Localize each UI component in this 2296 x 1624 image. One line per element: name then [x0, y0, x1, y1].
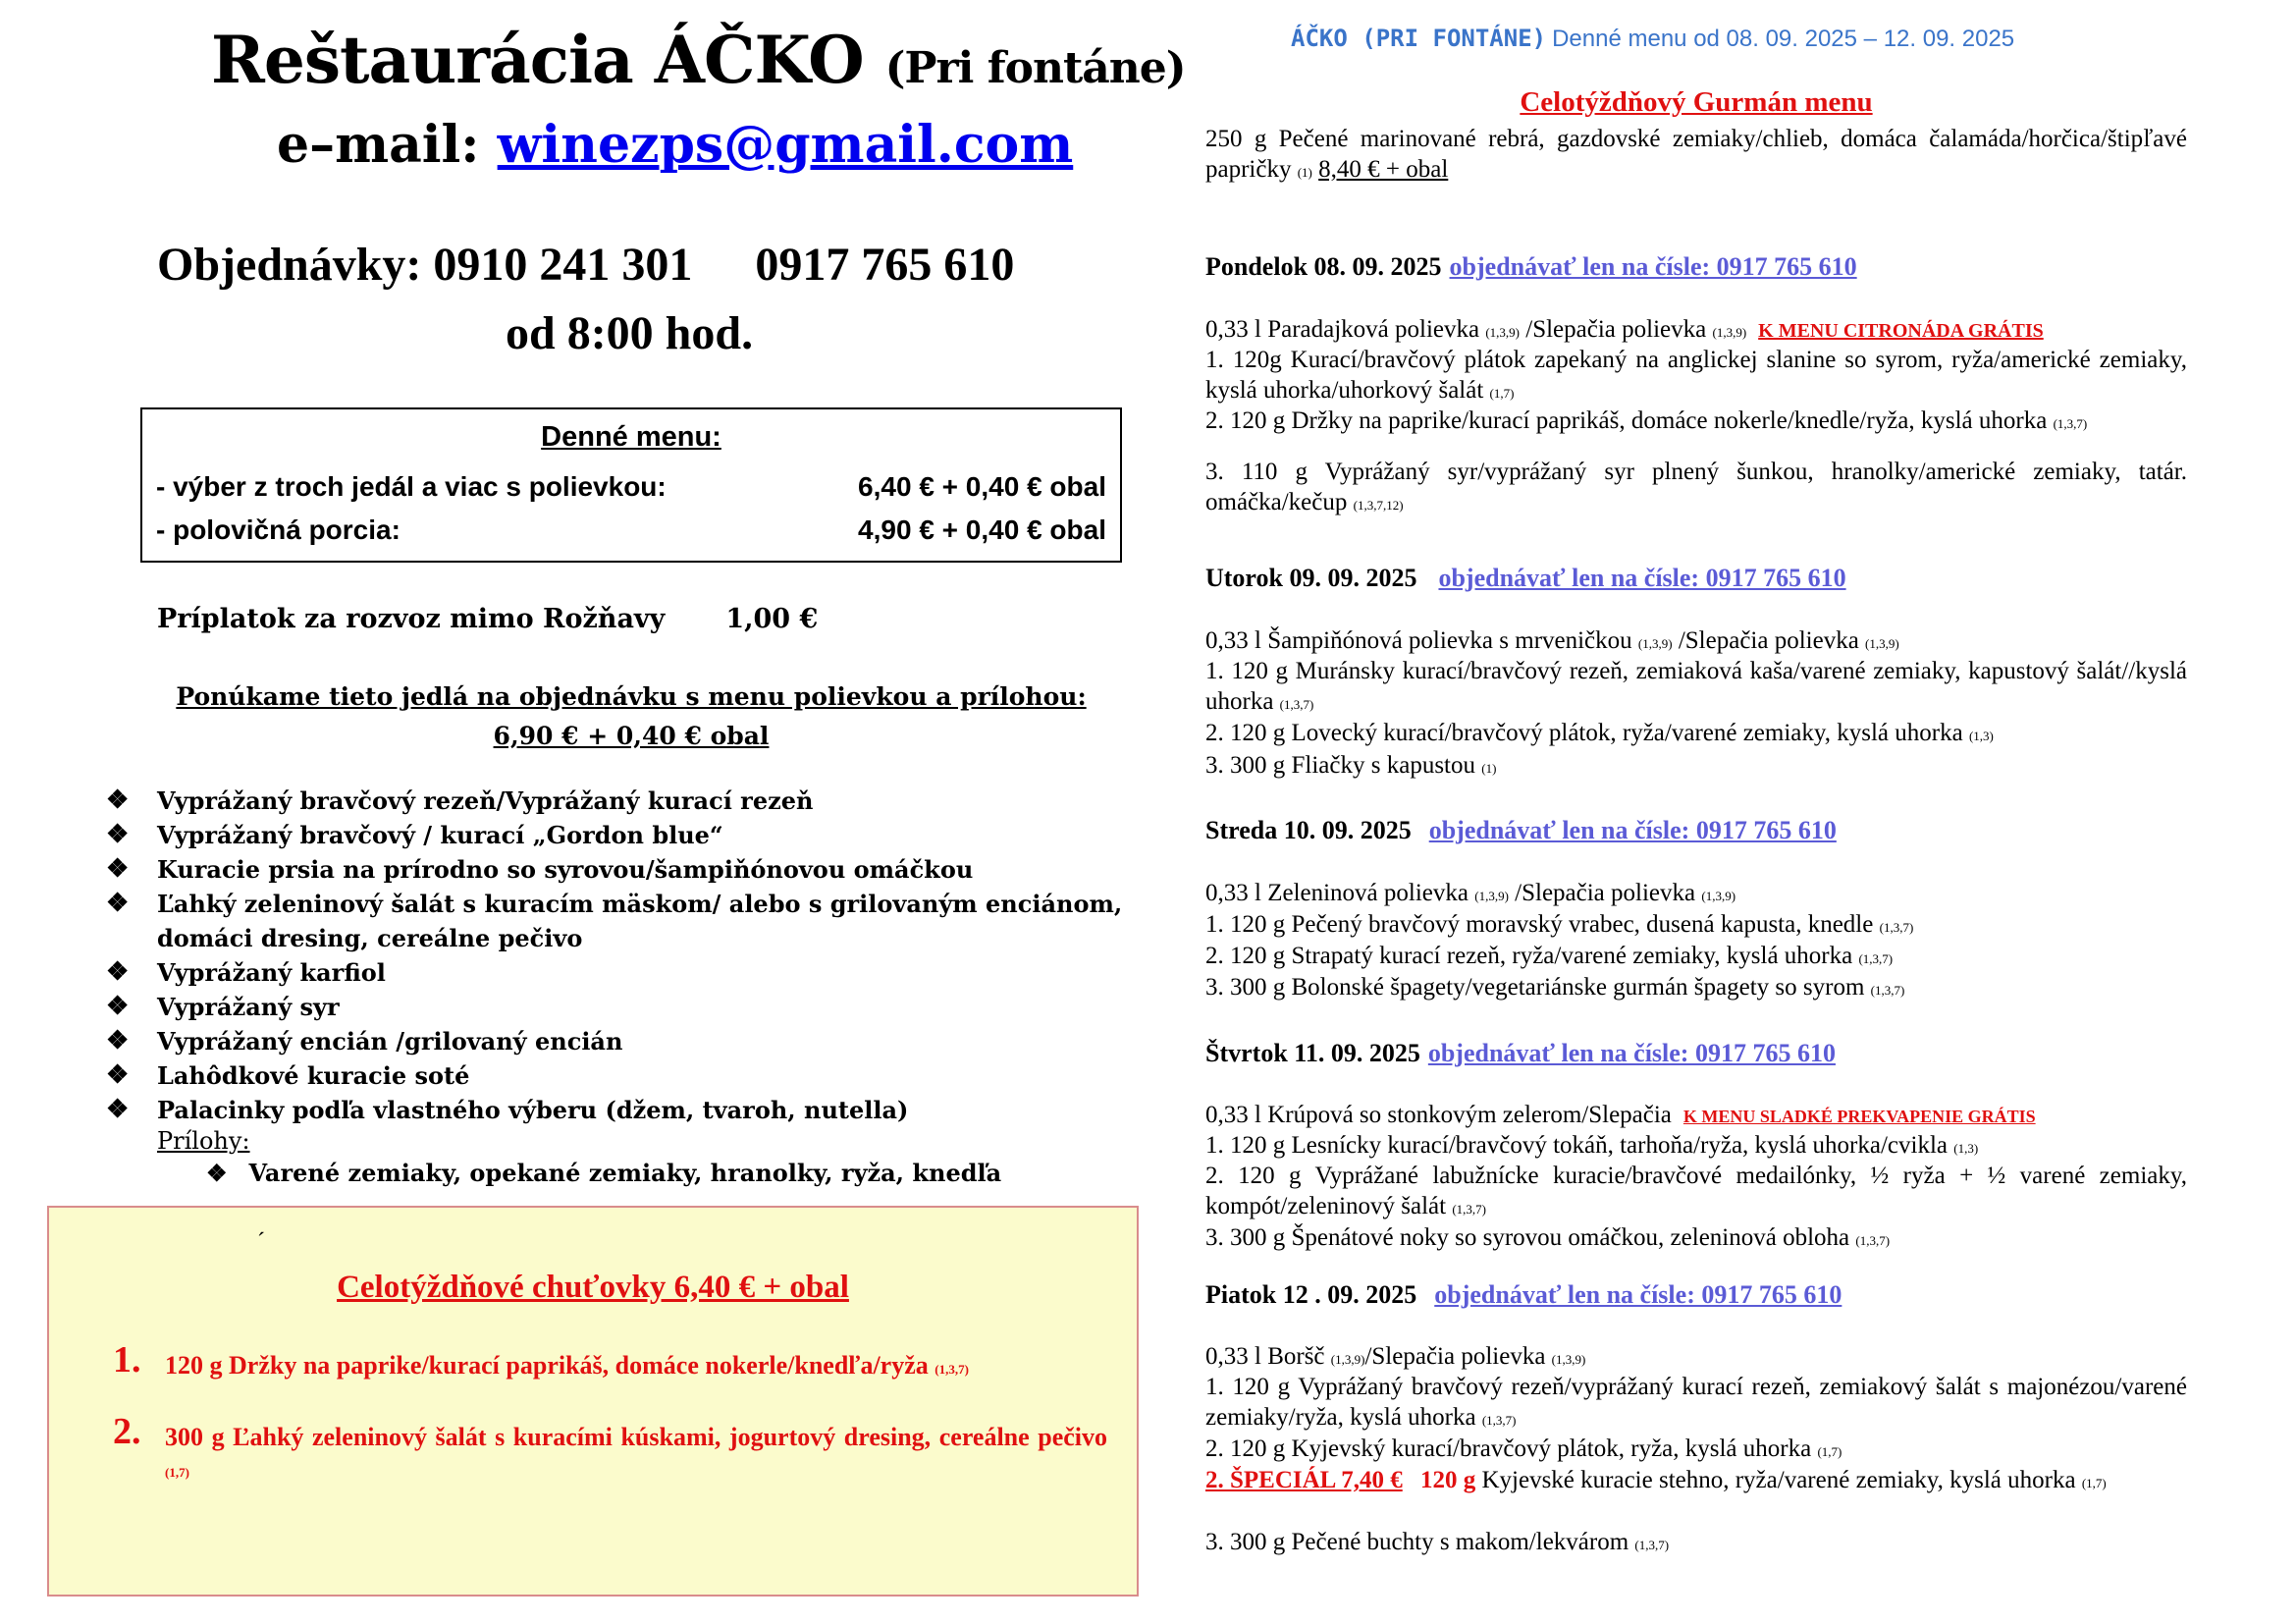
item-text: 2. 120 g Vyprážané labužnícke kuracie/bravčové medailónky, ½ ryža + ½ varené zemiaky, kompót/zeleninový šalát [1205, 1163, 2187, 1219]
menu-item [1205, 1434, 2187, 1467]
bullet-icon: ❖ [106, 889, 130, 918]
item-text: 3. 300 g Bolonské špagety/vegetariánske gurmán špagety so syrom [1205, 974, 1865, 1001]
day-heading-thursday [1205, 1038, 2187, 1068]
soup-text: 0,33 l Krúpová so stonkovým zelerom/Slepačia [1205, 1102, 1672, 1128]
menu-item [1205, 1130, 2187, 1164]
day-name: Piatok 12 . 09. 2025 [1205, 1280, 1417, 1309]
sides-label: Prílohy: [157, 1127, 250, 1155]
allergens: (1,3,9) [1712, 325, 1747, 340]
day-heading-wednesday [1205, 815, 2187, 845]
header-name: ÁČKO (PRI FONTÁNE) [1291, 25, 1547, 52]
item-text: 2. 120 g Držky na paprike/kurací paprikáš, domáce nokerle/knedle/ryža, kyslá uhorka [1205, 407, 2048, 434]
allergens: (1,3,7) [1481, 1413, 1517, 1428]
item-text: 3. 300 g Fliačky s kapustou [1205, 752, 1475, 779]
allergens: (1,7) [1817, 1444, 1842, 1459]
menu-item [1205, 1161, 2187, 1224]
menu-price-row [142, 471, 1120, 503]
item-text-wrap [116, 1350, 1107, 1385]
allergens: (1,3,7) [1855, 1233, 1891, 1248]
gourmet-heading: Celotýždňový Gurmán menu [1520, 86, 1873, 118]
item-text: 1. 120g Kurací/bravčový plátok zapekaný na anglickej slanine so syrom, ryža/americké zemiaky, kyslá uhorka/uhorkový šalát [1205, 347, 2187, 404]
special-weight: 120 g [1419, 1467, 1476, 1493]
item-text: 3. 110 g Vyprážaný syr/vyprážaný syr plnený šunkou, hranolky/americké zemiaky, tatár. omáčka/kečup [1205, 459, 2187, 515]
weekly-special-item [113, 1339, 1107, 1385]
soup-text: 0,33 l Boršč [1205, 1343, 1325, 1370]
menu-item [1205, 457, 2187, 520]
soup-text-2: /Slepačia polievka [1678, 627, 1859, 654]
email-label: e–mail: [277, 115, 480, 175]
bullet-icon: ❖ [106, 1095, 130, 1124]
allergens: (1,3) [1953, 1141, 1979, 1156]
item-text: 1. 120 g Pečený bravčový moravský vrabec, dusená kapusta, knedle [1205, 911, 1874, 938]
allergens: (1,7) [165, 1465, 189, 1480]
half-portion-price: 4,90 € + 0,40 € obal [858, 514, 1106, 545]
item-text: 1. 120 g Lesnícky kurací/bravčový tokáň, tarhoňa/ryža, kyslá uhorka/cvikla [1205, 1132, 1949, 1159]
orders-from: od 8:00 hod. [506, 307, 754, 359]
allergens: (1,3,7,12) [1353, 498, 1404, 513]
gourmet-item [1205, 124, 2187, 188]
allergens: (1,3,7) [934, 1362, 969, 1377]
soup-line [1205, 1341, 2187, 1375]
daily-menu-heading: Denné menu: [541, 421, 721, 453]
menu-row-price: 6,40 € + 0,40 € obal [858, 471, 1106, 502]
bullet-icon: ❖ [106, 1026, 130, 1056]
dish-text: Vyprážaný bravčový / kurací „Gordon blue“ [157, 821, 723, 849]
title-subtitle: (Pri fontáne) [884, 43, 1186, 93]
weekly-specials-box [47, 1206, 1139, 1597]
allergens: (1,3,9) [1701, 889, 1736, 903]
allergens: (1,3,9) [1330, 1352, 1365, 1367]
sides-text: Varené zemiaky, opekané zemiaky, hranolky, ryža, knedľa [248, 1159, 1002, 1187]
email-link[interactable]: winezps@gmail.com [497, 115, 1074, 175]
item-number: 2. [113, 1411, 141, 1452]
menu-item [1205, 909, 2187, 943]
item-text: 1. 120 g Muránsky kurací/bravčový rezeň, zemiaková kaša/varené zemiaky, kapustový šalát//kyslá uhorka [1205, 658, 2187, 715]
weekly-special-item [113, 1411, 1107, 1489]
offer-price: 6,90 € + 0,40 € obal [493, 722, 770, 750]
promo-badge: K MENU SLADKÉ PREKVAPENIE GRÁTIS [1682, 1107, 2036, 1126]
special-text: Kyjevské kuracie stehno, ryža/varené zemiaky, kyslá uhorka [1481, 1467, 2076, 1493]
list-item [106, 1093, 1127, 1127]
bullet-icon: ❖ [106, 854, 130, 884]
offer-text: Ponúkame tieto jedlá na objednávku s menu polievkou a prílohou: [176, 682, 1087, 711]
dish-text: Vyprážaný encián /grilovaný encián [157, 1027, 623, 1056]
soup-line [1205, 878, 2187, 911]
allergens: (1,3,9) [1551, 1352, 1586, 1367]
soup-text: 0,33 l Paradajková polievka [1205, 316, 1480, 343]
day-name: Streda 10. 09. 2025 [1205, 816, 1412, 844]
allergens: (1,3,9) [1485, 325, 1521, 340]
allergens: (1,3,7) [1452, 1202, 1487, 1217]
phone-1: 0910 241 301 [433, 239, 693, 291]
menu-item [1205, 1372, 2187, 1435]
allergens: (1,3,7) [1279, 697, 1314, 712]
day-name: Pondelok 08. 09. 2025 [1205, 252, 1442, 281]
day-heading-tuesday [1205, 563, 2187, 593]
order-link[interactable]: objednávať len na čísle: 0917 765 610 [1434, 1280, 1842, 1309]
item-text: 3. 300 g Pečené buchty s makom/lekvárom [1205, 1529, 1629, 1555]
soup-line [1205, 1100, 2187, 1132]
dish-text: Ľahký zeleninový šalát s kuracím mäskom/ alebo s grilovaným enciánom, domáci dresing, cereálne pečivo [157, 890, 1123, 952]
header-dates: Denné menu od 08. 09. 2025 – 12. 09. 2025 [1552, 26, 2015, 52]
special-label: 2. ŠPECIÁL 7,40 € [1205, 1467, 1403, 1493]
list-item [106, 1058, 1127, 1093]
order-link[interactable]: objednávať len na čísle: 0917 765 610 [1428, 816, 1837, 844]
soup-text: 0,33 l Zeleninová polievka [1205, 880, 1468, 906]
allergens: (1,3,9) [1637, 636, 1673, 651]
list-item [106, 990, 1127, 1024]
promo-badge: K MENU CITRONÁDA GRÁTIS [1758, 320, 2044, 342]
order-offer [140, 677, 1122, 756]
list-item [106, 852, 1127, 887]
item-text: 1. 120 g Vyprážaný bravčový rezeň/vyprážaný kurací rezeň, zemiakový šalát s majonézou/varené zemiaky/ryža, kyslá uhorka [1205, 1374, 2187, 1431]
soup-line [1205, 314, 2187, 348]
day-heading-monday [1205, 251, 2187, 282]
weekly-specials-heading: Celotýždňové chuťovky 6,40 € + obal [337, 1270, 849, 1305]
dish-text: Vyprážaný karfiol [157, 958, 386, 987]
bullet-icon: ❖ [106, 992, 130, 1021]
item-text: 2. 120 g Strapatý kurací rezeň, ryža/varené zemiaky, kyslá uhorka [1205, 943, 1853, 969]
title-text: Reštaurácia ÁČKO [211, 22, 864, 98]
dish-list [106, 784, 1127, 1127]
email-line [277, 115, 1073, 175]
menu-item [1205, 972, 2187, 1005]
allergens: (1,3,7) [1858, 951, 1894, 966]
item-text: 3. 300 g Špenátové noky so syrovou omáčkou, zeleninová obloha [1205, 1224, 1850, 1251]
order-link[interactable]: objednávať len na čísle: 0917 765 610 [1438, 564, 1846, 592]
list-item [106, 887, 1127, 955]
menu-item [1205, 345, 2187, 408]
list-item [106, 784, 1127, 818]
day-heading-friday [1205, 1279, 2187, 1310]
item-text: 120 g Držky na paprike/kurací paprikáš, domáce nokerle/knedľa/ryža [165, 1351, 929, 1380]
allergens: (1,7) [1489, 386, 1515, 401]
restaurant-title [211, 22, 1186, 98]
menu-item [1205, 1222, 2187, 1256]
allergens: (1,7) [2081, 1476, 2107, 1490]
gourmet-text: 250 g Pečené marinované rebrá, gazdovské zemiaky/chlieb, domáca čalamáda/horčica/štipľavé papričky [1205, 126, 2187, 183]
item-number: 1. [113, 1339, 141, 1380]
menu-header [1291, 25, 2014, 53]
soup-text-2: /Slepačia polievka [1525, 316, 1707, 343]
allergens: (1,3,7) [1634, 1538, 1670, 1552]
gourmet-price: 8,40 € + obal [1318, 156, 1449, 183]
day-name: Utorok 09. 09. 2025 [1205, 564, 1417, 592]
allergens: (1) [1481, 761, 1497, 776]
bullet-icon: ❖ [106, 1060, 130, 1090]
allergens: (1,3) [1968, 729, 1994, 743]
dish-text: Lahôdkové kuracie soté [157, 1061, 470, 1090]
allergens: (1,3,7) [1870, 983, 1905, 998]
special-item [1205, 1465, 2187, 1498]
surcharge-value: 1,00 € [725, 604, 819, 634]
menu-row-label: - výber z troch jedál a viac s polievkou: [156, 471, 667, 502]
item-text: 300 g Ľahký zeleninový šalát s kuracími kúskami, jogurtový dresing, cereálne pečivo [165, 1423, 1107, 1451]
allergens: (1,3,9) [1474, 889, 1509, 903]
dish-text: Vyprážaný bravčový rezeň/Vyprážaný kurací rezeň [157, 786, 814, 815]
soup-text-2: /Slepačia polievka [1515, 880, 1696, 906]
bullet-icon: ❖ [206, 1159, 228, 1187]
allergens: (1,3,7) [2053, 416, 2088, 431]
dish-text: Palacinky podľa vlastného výberu (džem, tvaroh, nutella) [157, 1096, 909, 1124]
sides-item [206, 1159, 1001, 1187]
menu-item [1205, 941, 2187, 974]
orders-label: Objednávky: [157, 239, 422, 291]
bullet-icon: ❖ [106, 957, 130, 987]
list-item [106, 955, 1127, 990]
menu-item [1205, 1527, 2187, 1560]
menu-item [1205, 656, 2187, 720]
day-name: Štvrtok 11. 09. 2025 [1205, 1039, 1420, 1067]
dish-text: Kuracie prsia na prírodno so syrovou/šampiňónovou omáčkou [157, 855, 974, 884]
order-link[interactable]: objednávať len na čísle: 0917 765 610 [1449, 252, 1857, 281]
allergens: (1,3,7) [1879, 920, 1914, 935]
allergens: (1) [1297, 165, 1312, 180]
daily-menu-box [140, 407, 1122, 563]
item-text: 2. 120 g Kyjevský kurací/bravčový plátok, ryža, kyslá uhorka [1205, 1435, 1812, 1462]
half-portion-row [142, 514, 1120, 546]
item-text: 2. 120 g Lovecký kurací/bravčový plátok, ryža/varené zemiaky, kyslá uhorka [1205, 720, 1963, 746]
list-item [106, 1024, 1127, 1058]
menu-item [1205, 406, 2187, 439]
soup-line [1205, 625, 2187, 659]
order-link[interactable]: objednávať len na čísle: 0917 765 610 [1427, 1039, 1836, 1067]
dish-text: Vyprážaný syr [157, 993, 340, 1021]
orders-line [157, 238, 1014, 292]
phone-2: 0917 765 610 [755, 239, 1015, 291]
soup-text-2: /Slepačia polievka [1364, 1343, 1546, 1370]
bullet-icon: ❖ [106, 820, 130, 849]
delivery-surcharge [157, 604, 818, 634]
item-text-wrap [116, 1422, 1107, 1489]
tick-mark: ´ [257, 1229, 265, 1255]
surcharge-label: Príplatok za rozvoz mimo Rožňavy [157, 604, 666, 634]
bullet-icon: ❖ [106, 785, 130, 815]
soup-text: 0,33 l Šampiňónová polievka s mrveničkou [1205, 627, 1632, 654]
list-item [106, 818, 1127, 852]
menu-item [1205, 750, 2187, 784]
allergens: (1,3,9) [1865, 636, 1899, 651]
menu-item [1205, 718, 2187, 751]
half-portion-label: - polovičná porcia: [156, 514, 400, 545]
